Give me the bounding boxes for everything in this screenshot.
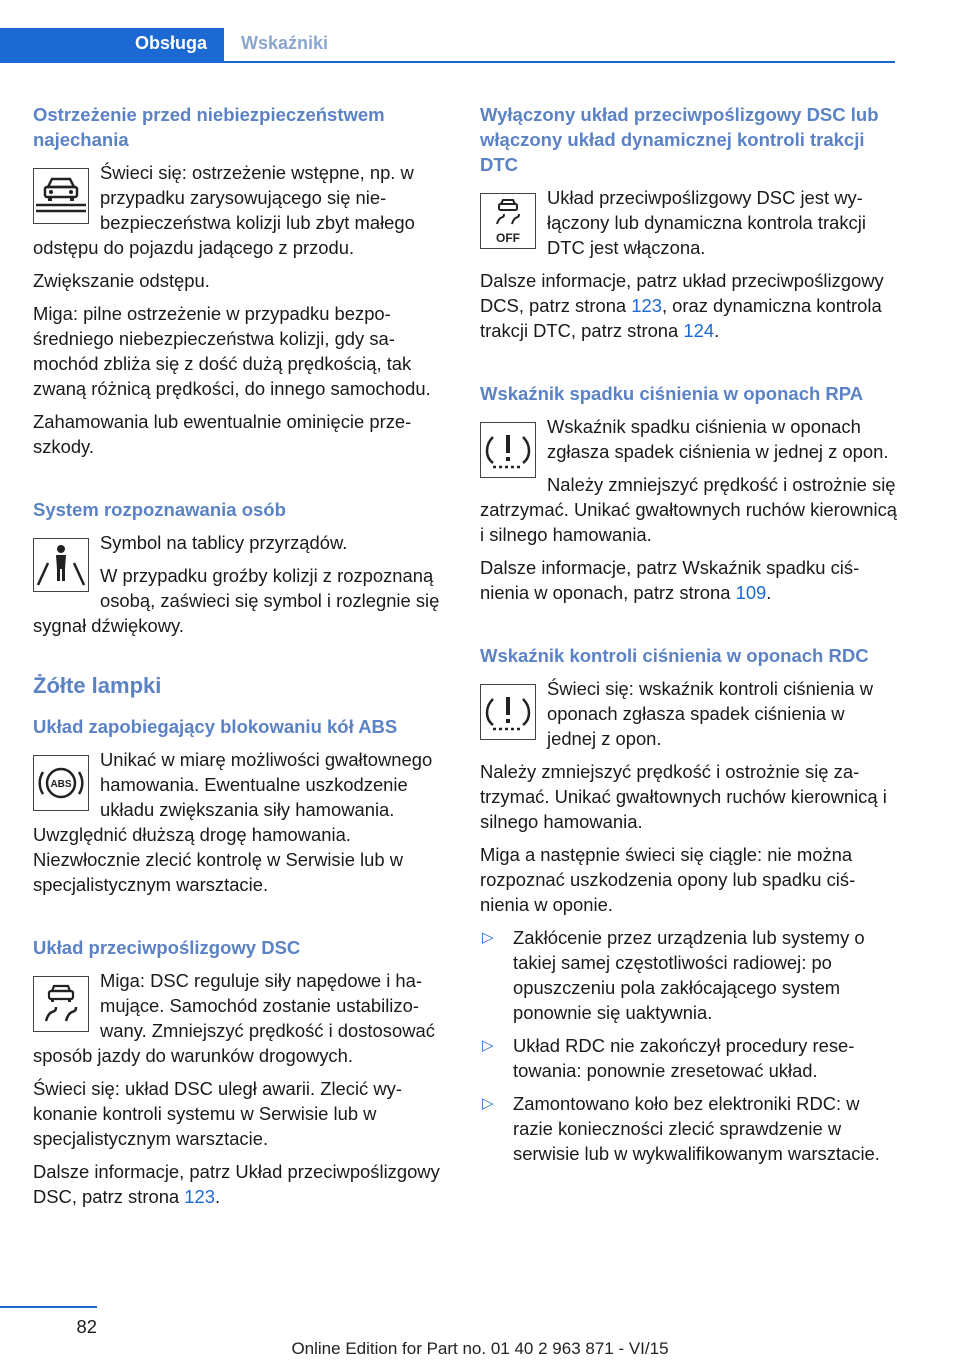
paragraph: Układ przeciwpoślizgowy DSC jest wyłączony lub dynamiczna kontrola trakcji DTC jest włączona. [547, 187, 866, 258]
dsc-icon [33, 976, 89, 1032]
list-item: ▷ Zamontowano koło bez elektroniki RDC: w razie konieczności zlecić sprawdzenie w serwisie lub w wykwalifikowanym warsztacie. [482, 1093, 880, 1164]
left-column [33, 102, 450, 1217]
page-number: 82 [76, 1316, 97, 1337]
list-item: ▷ Układ RDC nie zakończył procedury resetowania: ponownie zresetować układ. [482, 1035, 855, 1081]
page-link-124[interactable]: 124 [683, 320, 715, 341]
paragraph: Symbol na tablicy przyrządów. [100, 532, 348, 553]
paragraph: Świeci się: układ DSC uległ awarii. Zlecić wykonanie kontroli systemu w Serwisie lub w specjalistycznym warsztacie. [33, 1078, 402, 1149]
paragraph: Miga: DSC reguluje siły napędowe i hamujące. Samochód zostanie ustabilizowany. Zmniejszyć prędkość i dostosować sposób jazdy do warunków drogowych. [33, 970, 435, 1066]
pedestrian-warning-icon [33, 538, 89, 592]
paragraph: Dalsze informacje, patrz układ przeciwpoślizgowy DCS, patrz strona 123, oraz dynamiczna kontrola trakcji DTC, patrz strona 124. [480, 270, 884, 341]
collision-warning-icon [33, 168, 89, 224]
paragraph: Należy zmniejszyć prędkość i ostrożnie się zatrzymać. Unikać gwałtownych ruchów kierownicą i silnego hamowania. [480, 474, 898, 545]
paragraph: Zahamowania lub ewentualnie ominięcie przeszkody. [33, 411, 412, 457]
section-title-collision-warning: Ostrzeżenie przed niebiezpieczeństwem najechania [33, 104, 385, 150]
paragraph: Miga a następnie świeci się ciągle: nie można rozpoznać uszkodzenia opony lub spadku ciśnienia w oponie. [480, 844, 856, 915]
paragraph: Świeci się: wskaźnik kontroli ciśnienia w oponach zgłasza spadek ciśnienia w jednej z opon. [547, 678, 874, 749]
paragraph: Świeci się: ostrzeżenie wstępne, np. w przypadku zarysowującego się niebezpieczeństwa kolizji lub zbyt małego odstępu do pojazdu jadącego z przodu. [33, 162, 415, 258]
page-link-123[interactable]: 123 [631, 295, 662, 316]
tire-pressure-warning-icon [480, 422, 536, 478]
right-column [480, 102, 897, 1174]
bullet-list [480, 925, 897, 1166]
paragraph: Unikać w miarę możliwości gwałtownego hamowania. Ewentualne uszkodzenie układu zwiększania siły hamowania. Uwzględnić dłuższą drogę hamowania. Niezwłocznie zlecić kontrolę w Serwisie lub w specjalistycznym warsztacie. [33, 749, 433, 895]
triangle-bullet-icon: ▷ [482, 1037, 494, 1054]
page-link-123[interactable]: 123 [184, 1186, 215, 1207]
section-title-person-recognition: System rozpoznawania osób [33, 499, 286, 520]
footer-divider [0, 1306, 97, 1308]
paragraph: Wskaźnik spadku ciśnienia w oponach zgłasza spadek ciśnienia w jednej z opon. [547, 416, 889, 462]
tire-pressure-control-icon [480, 684, 536, 740]
paragraph: Należy zmniejszyć prędkość i ostrożnie się zatrzymać. Unikać gwałtownych ruchów kierownicą i silnego hamowania. [480, 761, 887, 832]
paragraph: Miga: pilne ostrzeżenie w przypadku bezpośredniego niebezpieczeństwa kolizji, gdy samochód zbliża się z dość dużą prędkością, tak zwaną różnicą prędkości, do innego samochodu. [33, 303, 431, 399]
section-title-abs: Układ zapobiegający blokowaniu kół ABS [33, 716, 398, 737]
section-title-rdc: Wskaźnik kontroli ciśnienia w oponach RDC [480, 645, 869, 666]
tab-wskazniki[interactable]: Wskaźniki [241, 33, 329, 53]
paragraph: W przypadku groźby kolizji z rozpoznaną osobą, zaświeci się symbol i rozlegnie się sygnał dźwiękowy. [33, 565, 440, 636]
section-title-yellow-lamps: Żółte lampki [33, 673, 162, 698]
paragraph: Zwiększanie odstępu. [33, 270, 210, 291]
paragraph: Dalsze informacje, patrz Układ przeciwpoślizgowy DSC, patrz strona 123. [33, 1161, 440, 1207]
triangle-bullet-icon: ▷ [482, 1095, 494, 1112]
section-title-dsc: Układ przeciwpoślizgowy DSC [33, 937, 301, 958]
section-title-rpa: Wskaźnik spadku ciśnienia w oponach RPA [480, 383, 864, 404]
svg-text:OFF: OFF [496, 231, 520, 245]
triangle-bullet-icon: ▷ [482, 929, 494, 946]
section-title-dsc-off: Wyłączony układ przeciwpoślizgowy DSC lub włączony układ dynamicznej kontroli trakcji DTC [480, 104, 879, 175]
list-item: ▷ Zakłócenie przez urządzenia lub systemy o takiej samej częstotliwości radiowej: po opuszczeniu pola zakłócającego system ponownie się uaktywnia. [482, 927, 865, 1023]
header-bar [0, 28, 895, 63]
paragraph: Dalsze informacje, patrz Wskaźnik spadku ciśnienia w oponach, patrz strona 109. [480, 557, 860, 603]
edition-note: Online Edition for Part no. 01 40 2 963 871 - VI/15 [291, 1339, 669, 1358]
tab-obsluga[interactable]: Obsługa [0, 28, 224, 61]
svg-text:ABS: ABS [50, 779, 72, 790]
page-link-109[interactable]: 109 [735, 582, 767, 603]
dsc-off-icon [480, 193, 536, 249]
abs-icon [33, 755, 89, 811]
